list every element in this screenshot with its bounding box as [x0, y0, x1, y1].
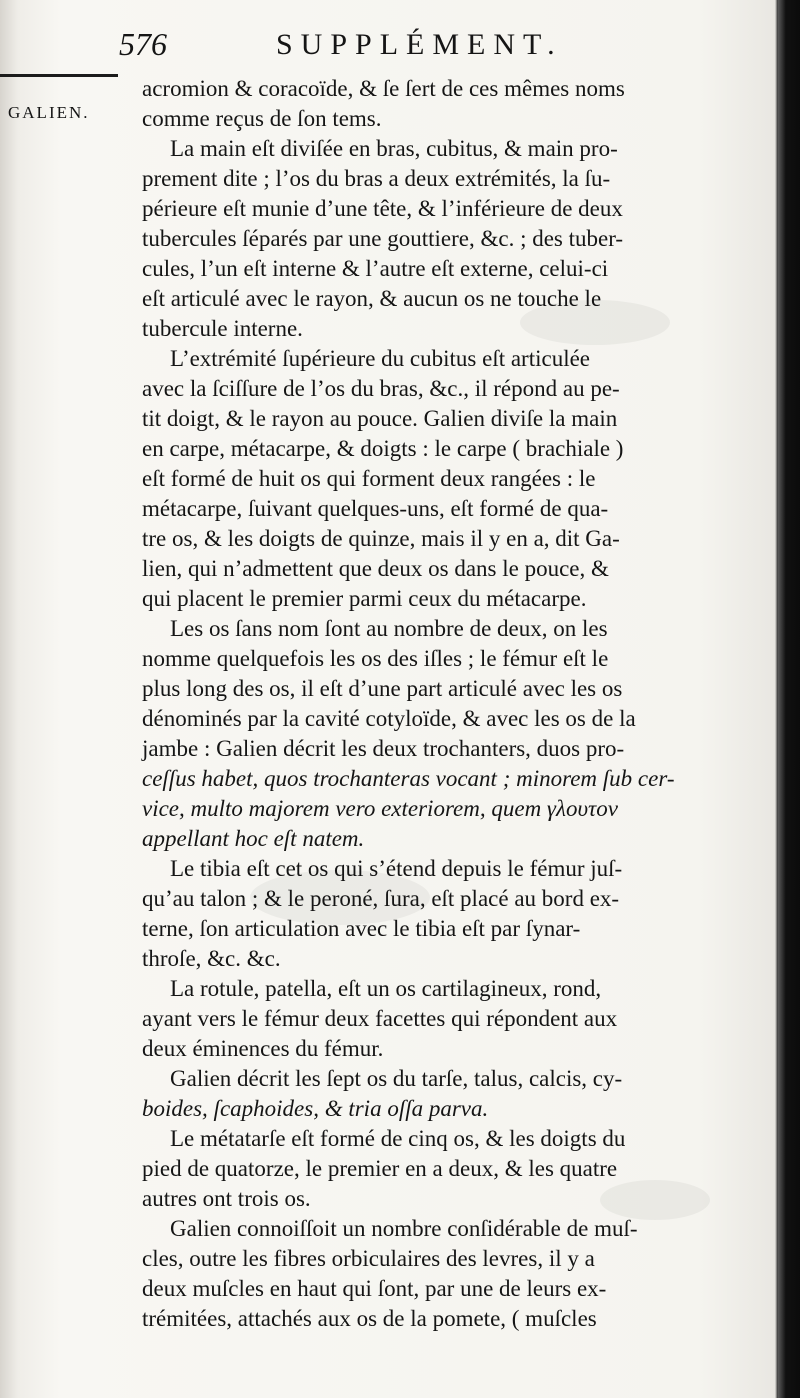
text-line: Les os ſans nom ſont au nombre de deux, on les — [170, 616, 608, 641]
running-title: SUPPLÉMENT. — [276, 28, 563, 61]
text-line: tre os, & les doigts de quinze, mais il y en a, dit Ga- — [142, 526, 620, 551]
text-line: eſt formé de huit os qui forment deux rangées : le — [142, 466, 596, 491]
text-line: terne, ſon articulation avec le tibia eſt par ſynar- — [142, 916, 581, 941]
margin-note: GALIEN. — [8, 103, 90, 122]
text-line: boides, ſcaphoides, & tria oſſa parva. — [142, 1096, 489, 1121]
text-line: métacarpe, ſuivant quelques-uns, eſt formé de qua- — [142, 496, 609, 521]
text-line: La main eſt diviſée en bras, cubitus, & main pro- — [170, 136, 618, 161]
text-line: acromion & coracoïde, & ſe ſert de ces mêmes noms — [142, 76, 625, 101]
text-line: Galien connoiſſoit un nombre conſidérable de muſ- — [170, 1216, 638, 1241]
text-line: jambe : Galien décrit les deux trochanters, duos pro- — [142, 736, 625, 761]
text-line: autres ont trois os. — [142, 1186, 311, 1211]
text-line: eſt articulé avec le rayon, & aucun os ne touche le — [142, 286, 602, 311]
text-line: Le tibia eſt cet os qui s’étend depuis le fémur juſ- — [170, 856, 623, 881]
text-line: deux muſcles en haut qui ſont, par une de leurs ex- — [142, 1276, 607, 1301]
text-line: dénominés par la cavité cotyloïde, & avec les os de la — [142, 706, 636, 731]
text-line: qui placent le premier parmi ceux du métacarpe. — [142, 586, 587, 611]
page-number: 576 — [119, 26, 167, 62]
text-line: deux éminences du fémur. — [142, 1036, 384, 1061]
text-line: nomme quelquefois les os des iſles ; le fémur eſt le — [142, 646, 609, 671]
text-line: tit doigt, & le rayon au pouce. Galien diviſe la main — [142, 406, 618, 431]
page-edge-shadow — [778, 0, 800, 1398]
text-line: pied de quatorze, le premier en a deux, & les quatre — [142, 1156, 618, 1181]
text-line: plus long des os, il eſt d’une part articulé avec les os — [142, 676, 623, 701]
text-line: périeure eſt munie d’une tête, & l’inférieure de deux — [142, 196, 623, 221]
page-header — [119, 18, 639, 66]
header-rule — [0, 74, 118, 77]
text-line: tubercules ſéparés par une gouttiere, &c. ; des tuber- — [142, 226, 624, 251]
text-line: Galien décrit les ſept os du tarſe, talus, calcis, cy- — [170, 1066, 623, 1091]
text-line: vice, multo majorem vero exteriorem, quem γλουτον — [142, 796, 618, 821]
text-line: throſe, &c. &c. — [142, 946, 281, 971]
text-line: prement dite ; l’os du bras a deux extrémités, la ſu- — [142, 166, 611, 191]
text-line: Le métatarſe eſt formé de cinq os, & les doigts du — [170, 1126, 626, 1151]
text-line: ceſſus habet, quos trochanteras vocant ; minorem ſub cer- — [142, 766, 675, 791]
text-line: qu’au talon ; & le peroné, ſura, eſt placé au bord ex- — [142, 886, 620, 911]
text-line: tubercule interne. — [142, 316, 303, 341]
text-line: cles, outre les fibres orbiculaires des levres, il y a — [142, 1246, 595, 1271]
text-line: lien, qui n’admettent que deux os dans le pouce, & — [142, 556, 609, 581]
main-text — [142, 74, 762, 1374]
text-line: La rotule, patella, eſt un os cartilagineux, rond, — [170, 976, 602, 1001]
text-line: cules, l’un eſt interne & l’autre eſt externe, celui-ci — [142, 256, 609, 281]
text-line: trémitées, attachés aux os de la pomete, ( muſcles — [142, 1306, 597, 1331]
text-line: ayant vers le fémur deux facettes qui répondent aux — [142, 1006, 618, 1031]
text-line: avec la ſciſſure de l’os du bras, &c., il répond au pe- — [142, 376, 620, 401]
text-line: comme reçus de ſon tems. — [142, 106, 382, 131]
text-line: appellant hoc eſt natem. — [142, 826, 365, 851]
text-line: L’extrémité ſupérieure du cubitus eſt articulée — [170, 346, 591, 371]
text-line: en carpe, métacarpe, & doigts : le carpe ( brachiale ) — [142, 436, 624, 461]
